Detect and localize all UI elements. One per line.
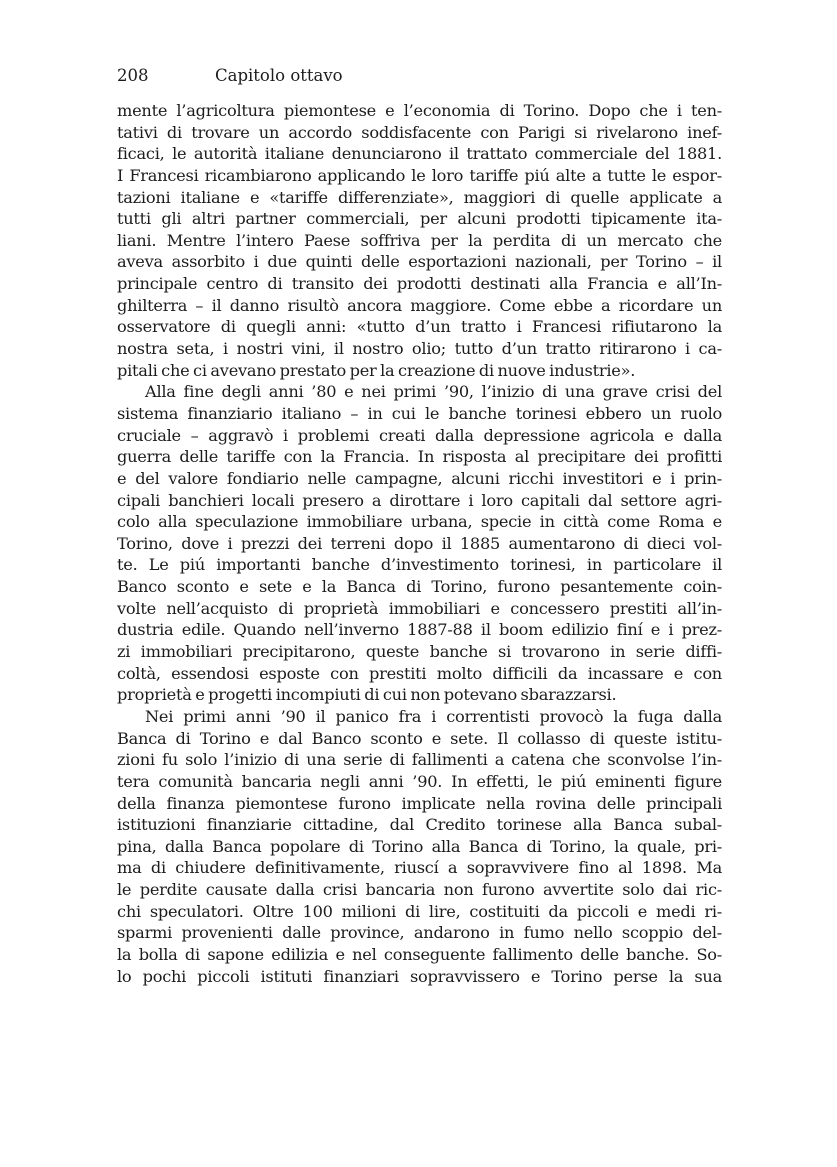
text-line: zi immobiliari precipitarono, queste banche si trovarono in serie diffi- xyxy=(117,642,722,662)
text-line: Banca di Torino e dal Banco sconto e sete. Il collasso di queste istitu- xyxy=(117,728,722,748)
text-line: ma di chiudere definitivamente, riuscí a sopravvivere fino al 1898. Ma xyxy=(117,858,722,878)
text-line: guerra delle tariffe con la Francia. In risposta al precipitare dei profitti xyxy=(117,447,722,467)
text-line: ficaci, le autorità italiane denunciarono il trattato commerciale del 1881. xyxy=(117,144,722,164)
text-line: della finanza piemontese furono implicate nella rovina delle principali xyxy=(117,793,722,813)
paragraph xyxy=(117,706,722,987)
chapter-title: Capitolo ottavo xyxy=(215,66,343,85)
page-number: 208 xyxy=(117,66,149,85)
text-line: dustria edile. Quando nell’inverno 1887-88 il boom edilizio finí e i prez- xyxy=(117,620,722,640)
running-head xyxy=(117,64,722,88)
text-line: lo pochi piccoli istituti finanziari sopravvissero e Torino perse la sua xyxy=(117,966,722,986)
text-line: I Francesi ricambiarono applicando le loro tariffe piú alte a tutte le espor- xyxy=(117,165,722,185)
text-line: Banco sconto e sete e la Banca di Torino, furono pesantemente coin- xyxy=(117,577,722,597)
paragraph xyxy=(117,381,722,706)
text-line: zioni fu solo l’inizio di una serie di fallimenti a catena che sconvolse l’in- xyxy=(117,750,722,770)
text-line: mente l’agricoltura piemontese e l’economia di Torino. Dopo che i ten- xyxy=(117,101,722,120)
text-line: aveva assorbito i due quinti delle esportazioni nazionali, per Torino – il xyxy=(117,252,722,272)
text-line: colo alla speculazione immobiliare urbana, specie in città come Roma e xyxy=(117,512,722,532)
text-line: cruciale – aggravò i problemi creati dalla depressione agricola e dalla xyxy=(117,425,722,445)
text-line: ghilterra – il danno risultò ancora maggiore. Come ebbe a ricordare un xyxy=(117,295,722,315)
text-line: Torino, dove i prezzi dei terreni dopo il 1885 aumentarono di dieci vol- xyxy=(117,533,722,553)
text-line: chi speculatori. Oltre 100 milioni di lire, costituiti da piccoli e medi ri- xyxy=(117,901,722,921)
text-line: liani. Mentre l’intero Paese soffriva per la perdita di un mercato che xyxy=(117,230,722,250)
text-line: Nei primi anni ’90 il panico fra i correntisti provocò la fuga dalla xyxy=(145,706,722,726)
text-line: istituzioni finanziarie cittadine, dal Credito torinese alla Banca subal- xyxy=(117,815,722,835)
text-line: cipali banchieri locali presero a dirottare i loro capitali dal settore agri- xyxy=(117,490,722,510)
text-line: tera comunità bancaria negli anni ’90. In effetti, le piú eminenti figure xyxy=(117,771,722,791)
text-line: proprietà e progetti incompiuti di cui non potevano sbarazzarsi. xyxy=(117,685,617,705)
body-text xyxy=(117,100,722,987)
text-line: coltà, essendosi esposte con prestiti molto difficili da incassare e con xyxy=(117,663,722,683)
text-line: volte nell’acquisto di proprietà immobiliari e concessero prestiti all’in- xyxy=(117,598,722,618)
text-line: sistema finanziario italiano – in cui le banche torinesi ebbero un ruolo xyxy=(117,403,722,423)
text-line: osservatore di quegli anni: «tutto d’un tratto i Francesi rifiutarono la xyxy=(117,317,722,337)
text-line: sparmi provenienti dalle province, andarono in fumo nello scoppio del- xyxy=(117,923,722,943)
text-line: te. Le piú importanti banche d’investimento torinesi, in particolare il xyxy=(117,555,722,575)
text-line: tutti gli altri partner commerciali, per alcuni prodotti tipicamente ita- xyxy=(117,209,722,229)
text-line: tazioni italiane e «tariffe differenziate», maggiori di quelle applicate a xyxy=(117,187,722,207)
text-line: e del valore fondiario nelle campagne, alcuni ricchi investitori e i prin- xyxy=(117,468,722,488)
text-line: la bolla di sapone edilizia e nel conseguente fallimento delle banche. So- xyxy=(117,944,722,964)
text-line: pina, dalla Banca popolare di Torino alla Banca di Torino, la quale, pri- xyxy=(117,836,722,856)
text-line: pitali che ci avevano prestato per la creazione di nuove industrie». xyxy=(117,360,636,380)
text-line: principale centro di transito dei prodotti destinati alla Francia e all’In- xyxy=(117,274,722,294)
text-line: Alla fine degli anni ’80 e nei primi ’90, l’inizio di una grave crisi del xyxy=(145,382,722,402)
text-line: nostra seta, i nostri vini, il nostro olio; tutto d’un tratto ritirarono i ca- xyxy=(117,339,722,359)
text-line: le perdite causate dalla crisi bancaria non furono avvertite solo dai ric- xyxy=(117,880,722,900)
paragraph xyxy=(117,100,722,381)
text-line: tativi di trovare un accordo soddisfacente con Parigi si rivelarono inef- xyxy=(117,122,722,142)
